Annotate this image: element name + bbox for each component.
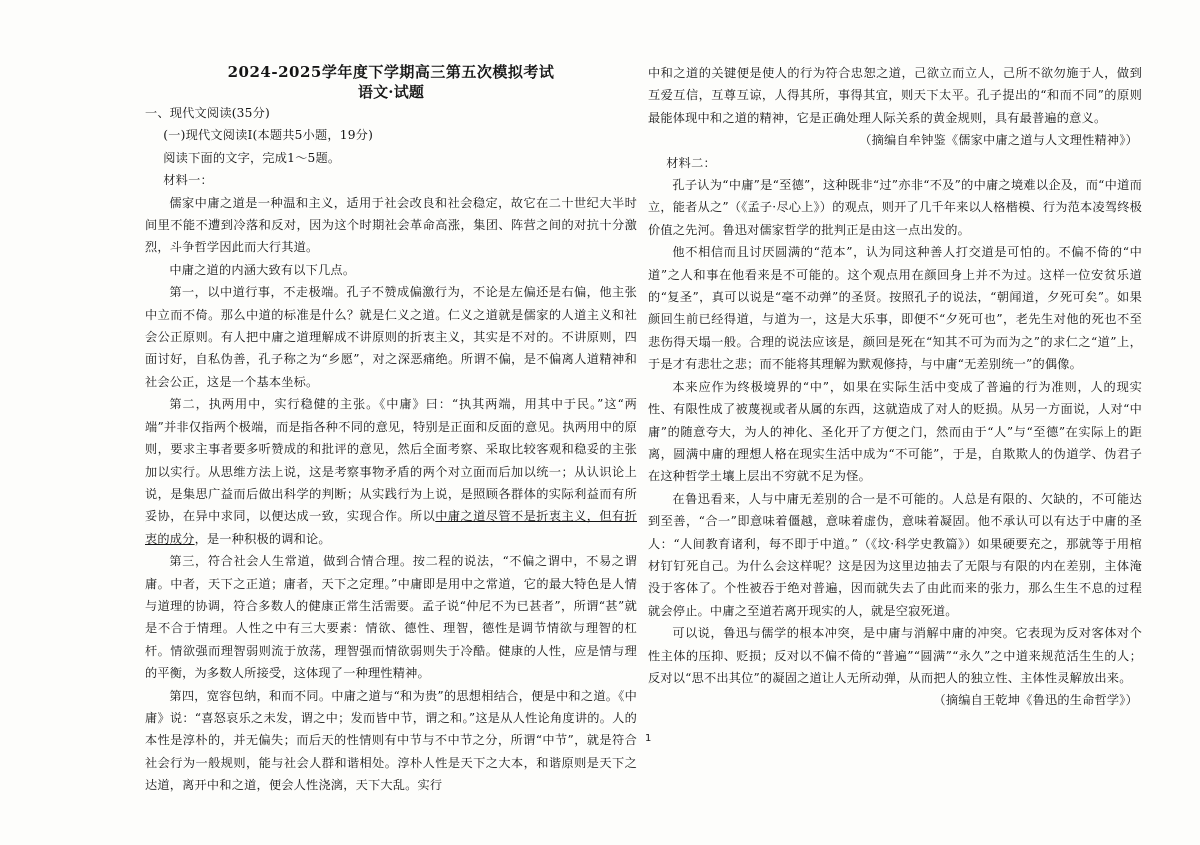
material1-label: 材料一： (163, 173, 213, 188)
right-column (648, 62, 1142, 712)
paragraph-text: 第二，执两用中，实行稳健的主张。《中庸》曰：“执其两端，用其中于民。”这“两端”并非仅指两个极端，而是指各种不同的意见，特别是正面和反面的意见。执两用中的原则，要求主事者要多听赞成的和批评的意见，然后全面考察、采取比较客观和稳妥的主张加以实行。从思维方法上说，这是考察事物矛盾的两个对立面而后加以统一；从认识论上说，是集思广益而后做出科学的判断；从实践行为上说，是照顾各群体的实际利益而有所妥协，在异中求同，以便达成一致，实现合作。所以 (145, 397, 637, 524)
left-column (145, 62, 637, 797)
material2-source: （摘编自王乾坤《鲁迅的生命哲学》） (933, 693, 1138, 708)
section-heading: 一、现代文阅读(35分) (145, 106, 270, 120)
material1-paragraph: 中庸之道的内涵大致有以下几点。 (169, 262, 356, 277)
material2-label: 材料二： (666, 155, 716, 170)
material2-paragraph: 孔子认为“中庸”是“至德”，这种既非“过”亦非“不及”的中庸之境难以企及，而“中道而立，能者从之”（《孟子·尽心上》）的观点，则开了几千年来以人格楷模、行为范本凌驾终极价值之先河。鲁迅对儒家哲学的批判正是由这一点出发的。 (648, 178, 1142, 237)
instruction: 阅读下面的文字，完成1～5题。 (163, 150, 341, 165)
material2-paragraph: 在鲁迅看来，人与中庸无差别的合一是不可能的。人总是有限的、欠缺的，不可能达到至善，“合一”即意味着僵越，意味着虚伪，意味着凝固。他不承认可以有达于中庸的圣人：“人间教育诸利，每不即于中道。”（《坟·科学史教篇》）如果硬要充之，那就等于用棺材钉钉死自己。为什么会这样呢？这是因为这里边抽去了无限与有限的内在差别，主体淹没于客体了。个性被吞于绝对普遍，因而就失去了由此而来的张力，那么生生不息的过程就会停止。中庸之至道若离开现实的人，就是空寂死道。 (648, 491, 1142, 618)
page-number: 1 (645, 733, 652, 744)
material2-paragraph: 可以说，鲁迅与儒学的根本冲突，是中庸与消解中庸的冲突。它表现为反对客体对个性主体的压抑、贬损；反对以不偏不倚的“普遍”“圆满”“永久”之中道来规范活生生的人；反对以“思不出其位”的凝固之道让人无所动弹，从而把人的独立性、主体性灵解放出来。 (648, 626, 1142, 685)
exam-subtitle: 语文·试题 (357, 83, 425, 101)
material1-source: （摘编自牟钟鉴《儒家中庸之道与人文理性精神》） (859, 133, 1138, 148)
material1-paragraph (145, 393, 637, 550)
material2-paragraph: 他不相信而且讨厌圆满的“范本”，认为同这种善人打交道是可怕的。不偏不倚的“中道”之人和事在他看来是不可能的。这个观点用在颜回身上并不为过。这样一位安贫乐道的“复圣”，真可以说是“毫不动弹”的圣贤。按照孔子的说法，“朝闻道，夕死可矣”。如果颜回生前已经得道，与道为一，这是大乐事，即便不“夕死可也”，老先生对他的死也不至悲伤得天塌一般。合理的说法应该是，颜回是死在“知其不可为而为之”的求仁之“道”上，于是才有悲壮之悲；而不能将其理解为默观修持，与中庸“无差别统一”的偶像。 (648, 245, 1142, 372)
material1-paragraph: 第一，以中道行事，不走极端。孔子不赞成偏激行为，不论是左偏还是右偏，他主张中立而不倚。那么中道的标准是什么？就是仁义之道。仁义之道就是儒家的人道主义和社会公正原则。有人把中庸之道理解成不讲原则的折衷主义，其实是不对的。不讲原则，四面讨好，自私伪善，孔子称之为“乡愿”，对之深恶痛绝。所谓不偏，是不偏离人道精神和社会公正，这是一个基本坐标。 (145, 285, 637, 389)
paragraph-text: ，是一种积极的调和论。 (194, 531, 331, 546)
material2-paragraph: 本来应作为终极境界的“中”，如果在实际生活中变成了普遍的行为准则，人的现实性、有限性成了被蔑视或者从属的东西，这就造成了对人的贬损。从另一方面说，人对“中庸”的随意夸大，为人的神化、圣化开了方便之门，然而由于“人”与“至德”在实际上的距离，圆满中庸的理想人格在现实生活中成为“不可能”，于是，自欺欺人的伪道学、伪君子在这种哲学土壤上层出不穷就不足为怪。 (648, 379, 1142, 484)
underlined-sentence: 中庸之道尽管不是折衷主义，但有折衷的成分 (145, 509, 637, 546)
material1-paragraph: 第三，符合社会人生常道，做到合情合理。按二程的说法，“不偏之谓中，不易之谓庸。中者，天下之正道；庸者，天下之定理。”中庸即是用中之常道，它的最大特色是人情与道理的协调，符合多数人的健康正常生活需要。孟子说“仲尼不为已甚者”，所谓“甚”就是不合于情理。人性之中有三大要素：情欲、德性、理智，德性是调节情欲与理智的杠杆。情欲强而理智弱则流于放荡，理智强而情欲弱则失于冷酷。健康的人性，应是情与理的平衡，为多数人所接受，这体现了一种理性精神。 (145, 554, 637, 681)
exam-title: 2024-2025学年度下学期高三第五次模拟考试 (227, 63, 555, 81)
material1-paragraph-continued: 中和之道的关键便是使人的行为符合忠恕之道，己欲立而立人，己所不欲勿施于人，做到互爱互信，互尊互谅，人得其所，事得其宜，则天下太平。孔子提出的“和而不同”的原则最能体现中和之道的精神，它是正确处理人际关系的黄金规则，具有最普遍的意义。 (648, 66, 1142, 125)
material1-paragraph: 第四，宽容包纳，和而不同。中庸之道与“和为贵”的思想相结合，便是中和之道。《中庸》说：“喜怒哀乐之未发，谓之中；发而皆中节，谓之和。”这是从人性论角度讲的。人的本性是淳朴的，并无偏失；而后天的性情则有中节与不中节之分，所谓“中节”，就是符合社会行为一般规则，能与社会人群和谐相处。淳朴人性是天下之大本，和谐原则是天下之达道，离开中和之道，便会人性浇漓，天下大乱。实行 (145, 688, 637, 793)
sub-heading: (一)现代文阅读Ⅰ(本题共5小题，19分) (163, 128, 374, 143)
material1-paragraph: 儒家中庸之道是一种温和主义，适用于社会改良和社会稳定，故它在二十世纪大半时间里不能不遭到冷落和反对，因为这个时期社会革命高涨，集团、阵营之间的对抗十分激烈，斗争哲学因此而大行其道。 (145, 195, 637, 255)
